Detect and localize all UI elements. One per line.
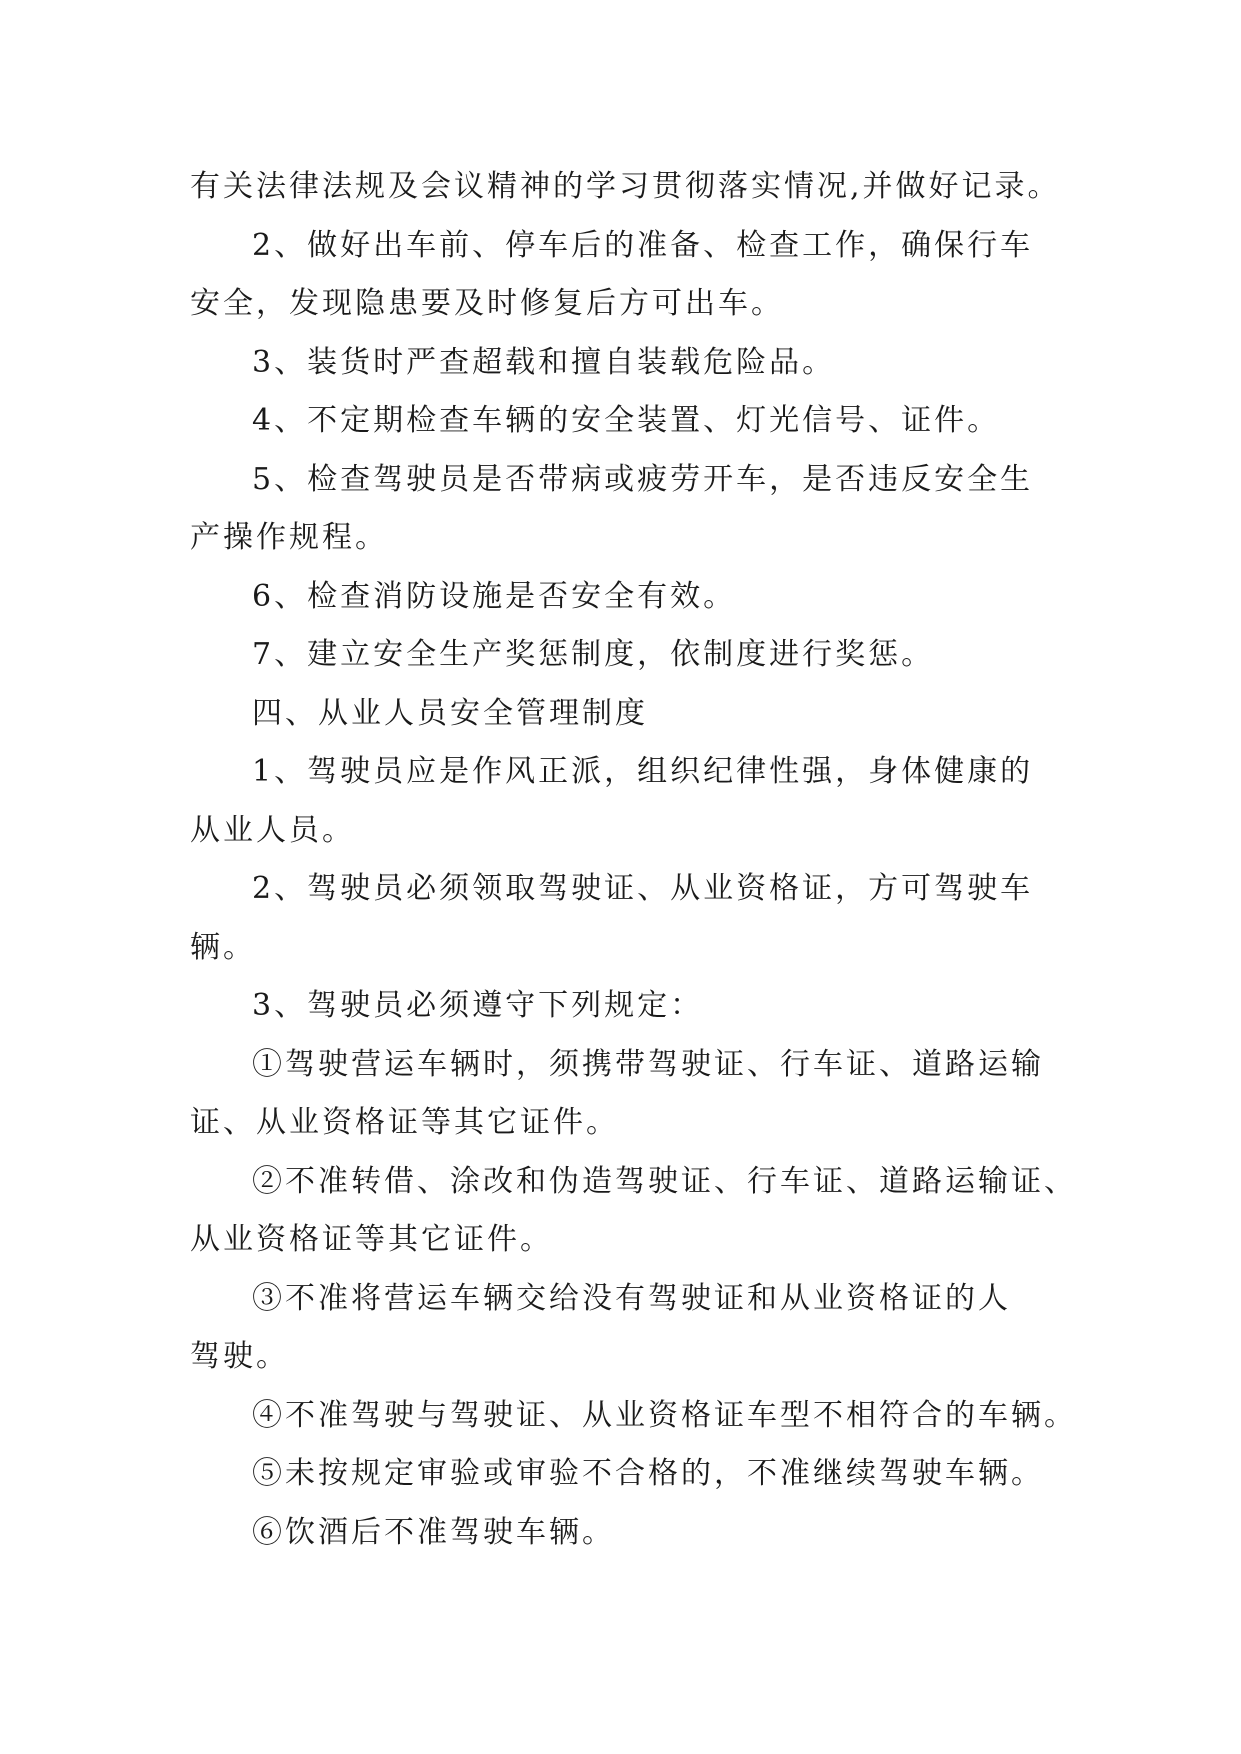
section-heading: 四、从业人员安全管理制度	[252, 695, 648, 731]
text-line: ①驾驶营运车辆时，须携带驾驶证、行车证、道路运输	[252, 1046, 1044, 1082]
text-line: ③不准将营运车辆交给没有驾驶证和从业资格证的人	[252, 1280, 1011, 1316]
text-line: 6、检查消防设施是否安全有效。	[252, 578, 737, 614]
text-line: 4、不定期检查车辆的安全装置、灯光信号、证件。	[252, 403, 1001, 438]
text-line: 有关法律法规及会议精神的学习贯彻落实情况,并做好记录。	[190, 169, 1061, 204]
text-line: 驾驶。	[190, 1339, 289, 1374]
text-line: 1、驾驶员应是作风正派，组织纪律性强，身体健康的	[252, 754, 1034, 789]
document-body	[190, 158, 1090, 1562]
text-line: 5、检查驾驶员是否带病或疲劳开车，是否违反安全生	[252, 461, 1034, 497]
text-line: 辆。	[190, 929, 256, 965]
text-line: 2、做好出车前、停车后的准备、检查工作，确保行车	[252, 227, 1034, 263]
text-line: ⑤未按规定审验或审验不合格的，不准继续驾驶车辆。	[252, 1456, 1044, 1491]
text-line: 证、从业资格证等其它证件。	[190, 1105, 619, 1140]
text-line: 产操作规程。	[190, 520, 388, 555]
text-line: 从业人员。	[190, 812, 355, 848]
text-line: 安全，发现隐患要及时修复后方可出车。	[190, 286, 784, 321]
text-line: 3、驾驶员必须遵守下列规定：	[252, 988, 704, 1023]
text-line: 3、装货时严查超载和擅自装载危险品。	[252, 344, 836, 380]
text-line: 2、驾驶员必须领取驾驶证、从业资格证，方可驾驶车	[252, 871, 1034, 906]
text-line: 从业资格证等其它证件。	[190, 1222, 553, 1257]
text-line: ②不准转借、涂改和伪造驾驶证、行车证、道路运输证、	[252, 1163, 1077, 1199]
text-line: ④不准驾驶与驾驶证、从业资格证车型不相符合的车辆。	[252, 1397, 1077, 1433]
text-line: 7、建立安全生产奖惩制度，依制度进行奖惩。	[252, 637, 935, 672]
text-line: ⑥饮酒后不准驾驶车辆。	[252, 1514, 615, 1550]
